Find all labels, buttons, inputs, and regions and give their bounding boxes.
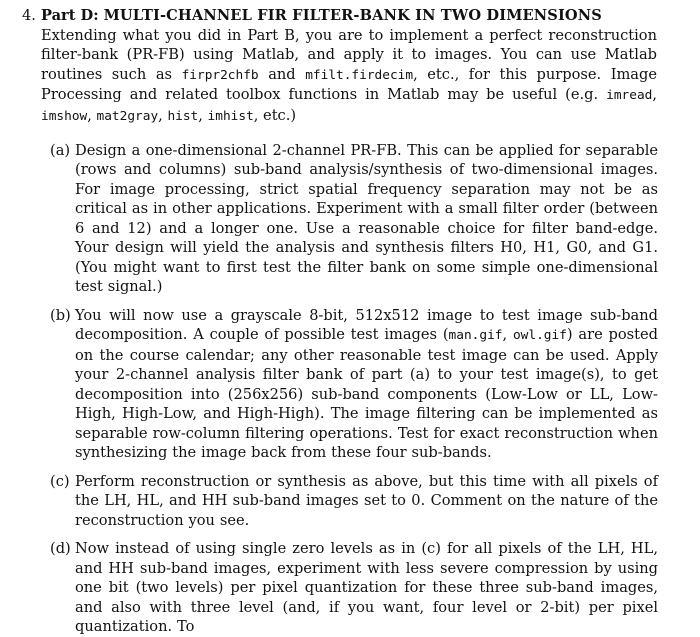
part-b-label: (b) xyxy=(50,306,71,324)
part-c xyxy=(50,472,658,531)
code-owl-gif: owl.gif xyxy=(512,328,567,344)
code-imshow: imshow xyxy=(41,108,88,124)
intro-paragraph xyxy=(41,26,657,127)
problem-title-prefix: Part D: xyxy=(41,7,99,24)
code-firpr2chfb: firpr2chfb xyxy=(181,67,259,83)
part-a-label: (a) xyxy=(50,141,71,159)
part-b xyxy=(50,306,658,463)
part-d-label: (d) xyxy=(50,540,71,558)
parts-list xyxy=(50,141,658,637)
code-imread: imread xyxy=(606,88,653,103)
intro-text: , etc.) xyxy=(253,106,297,124)
part-c-text: Perform reconstruction or synthesis as above, but this time with all pixels of the LH, HL, and HH sub-band images set to 0. Comment on the nature of the reconstruction you see. xyxy=(75,472,658,529)
intro-text: Extending what you did in Part B, you are to implement a perfect reconstruction filter-bank (PR-FB) using Matlab, and apply it to images. You can use Matlab routines such as xyxy=(41,26,657,83)
intro-text: and xyxy=(258,65,306,83)
problem-title xyxy=(41,6,602,26)
code-mfilt-firdecim: mfilt.firdecim xyxy=(305,67,414,83)
part-b-text-segment: ) are posted on the course calendar; any other reasonable test image can be used. Apply your 2-channel analysis filter bank of part (a) to your test image(s), to get decomposition into (256x256) sub-band components (Low-Low or LL, Low-High, High-Low, and High-High). The image filtering can be implemented as separable row-column filtering operations. Test for exact reconstruction when synthesizing the image back from these four sub-bands. xyxy=(75,326,658,462)
code-imhist: imhist xyxy=(207,108,254,124)
part-b-text-segment: You will now use a grayscale 8-bit, 512x512 image to test image sub-band decomposition. A couple of possible test images ( xyxy=(75,306,658,344)
intro-text: , etc., for this purpose. Image Processing and related toolbox functions in Matlab may be useful (e.g. xyxy=(41,65,657,103)
part-d xyxy=(50,539,658,637)
code-hist: hist xyxy=(167,108,199,124)
code-man-gif: man.gif xyxy=(448,328,503,344)
intro-text: , xyxy=(158,106,168,124)
part-b-text xyxy=(75,306,658,463)
code-mat2gray: mat2gray xyxy=(96,108,159,124)
part-b-text-segment: , xyxy=(502,326,513,344)
intro-text: , xyxy=(198,106,208,124)
intro-text: , xyxy=(87,106,97,124)
problem-number: 4. xyxy=(22,7,36,24)
problem-title-text: MULTI-CHANNEL FIR FILTER-BANK IN TWO DIMENSIONS xyxy=(103,7,602,24)
part-c-label: (c) xyxy=(50,472,70,490)
part-d-text: Now instead of using single zero levels as in (c) for all pixels of the LH, HL, and HH sub-band images, experiment with less severe compression by using one bit (two levels) per pixel quantization for these three sub-band images, and also with three level (and, if you want, four level or 2-bit) per pixel quantization. To xyxy=(75,540,658,636)
problem-heading xyxy=(22,6,690,26)
intro-text: , xyxy=(652,86,657,103)
part-a xyxy=(50,141,658,297)
part-a-text: Design a one-dimensional 2-channel PR-FB. This can be applied for separable (rows and columns) sub-band analysis/synthesis of two-dimensional images. For image processing, strict spatial frequency separation may not be as critical as in other applications. Experiment with a small filter order (between 6 and 12) and a longer one. Use a reasonable choice for filter band-edge. Your design will yield the analysis and synthesis filters H0, H1, G0, and G1. (You might want to first test the filter bank on some simple one-dimensional test signal.) xyxy=(75,141,658,296)
